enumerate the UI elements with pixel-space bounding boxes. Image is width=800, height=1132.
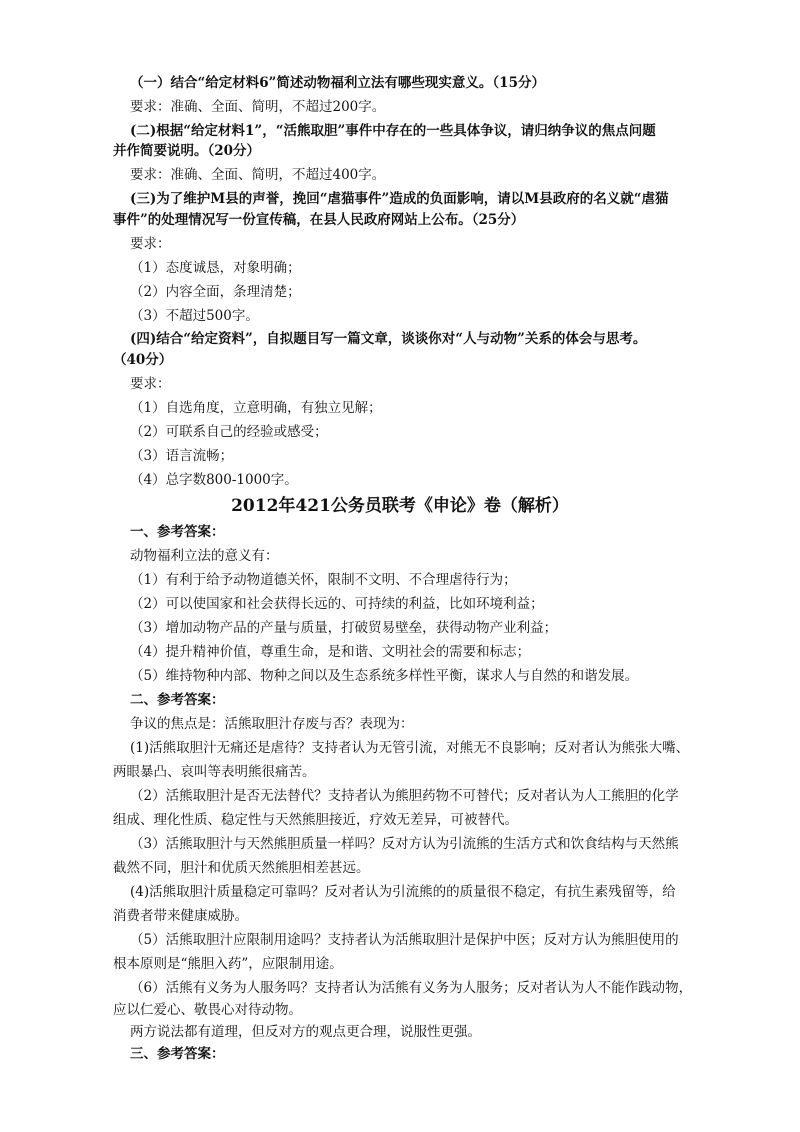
question-2-title-line-2: 并作简要说明。（20分） (113, 143, 261, 159)
question-1-requirement: 要求：准确、全面、简明，不超过200字。 (130, 99, 386, 115)
section-2-heading: 二、参考答案： (130, 692, 225, 708)
section-2-point-4-cont: 消费者带来健康威胁。 (113, 908, 248, 924)
section-1-heading: 一、参考答案： (130, 524, 225, 540)
section-2-point-1: (1)活熊取胆汁无痛还是虐待？支持者认为无管引流，对熊无不良影响；反对者认为熊张大嘴、 (130, 740, 690, 756)
section-1-intro: 动物福利立法的意义有： (130, 548, 279, 564)
section-2-point-3: （3）活熊取胆汁与天然熊胆质量一样吗？反对方认为引流熊的生活方式和饮食结构与天然熊 (130, 836, 679, 852)
section-2-conclusion: 两方说法都有道理，但反对方的观点更合理，说服性更强。 (130, 1024, 481, 1040)
section-1-item: （2）可以使国家和社会获得长远的、可持续的利益，比如环境利益； (130, 596, 544, 612)
question-3-title-line-2: 事件”的处理情况写一份宣传稿，在县人民政府网站上公布。（25分） (113, 212, 525, 228)
question-4-requirement: 要求： (130, 376, 171, 392)
section-2-point-5: （5）活熊取胆汁应限制用途吗？支持者认为活熊取胆汁是保护中医；反对方认为熊胆使用的 (130, 932, 679, 948)
question-3-requirement: 要求： (130, 236, 171, 252)
question-2-requirement: 要求：准确、全面、简明，不超过400字。 (130, 167, 386, 183)
section-1-item: （1）有利于给予动物道德关怀，限制不文明、不合理虐待行为； (130, 572, 517, 588)
question-1-title: （一）结合“给定材料6”简述动物福利立法有哪些现实意义。（15分） (130, 75, 545, 91)
question-3-title-line-1: (三)为了维护M县的声誉，挽回“虐猫事件”造成的负面影响，请以M县政府的名义就“虐猫 (130, 191, 669, 207)
question-4-item: （4）总字数800-1000字。 (130, 472, 298, 488)
section-1-item: （5）维持物种内部、物种之间以及生态系统多样性平衡，谋求人与自然的和谐发展。 (130, 668, 639, 684)
question-3-item: （1）态度诚恳，对象明确； (130, 260, 301, 276)
section-2-point-1-cont: 两眼暴凸、哀叫等表明熊很痛苦。 (113, 764, 316, 780)
question-3-item: （3）不超过500字。 (130, 308, 259, 324)
question-4-title-line-2: （40分） (113, 352, 173, 368)
section-2-point-2: （2）活熊取胆汁是否无法替代？支持者认为熊胆药物不可替代；反对者认为人工熊胆的化学 (130, 788, 679, 804)
question-4-item: （3）语言流畅； (130, 448, 234, 464)
section-3-heading: 三、参考答案： (130, 1046, 225, 1062)
section-2-point-2-cont: 组成、理化性质、稳定性与天然熊胆接近，疗效无差异，可被替代。 (113, 812, 518, 828)
question-2-title-line-1: (二)根据“给定材料1”，“活熊取胆”事件中存在的一些具体争议，请归纳争议的焦点问题 (130, 123, 656, 139)
section-2-point-5-cont: 根本原则是“熊胆入药”，应限制用途。 (113, 956, 343, 972)
section-2-point-6-cont: 应以仁爱心、敬畏心对待动物。 (113, 1002, 302, 1018)
section-2-point-3-cont: 截然不同，胆汁和优质天然熊胆相差甚远。 (113, 860, 370, 876)
analysis-title: 2012年421公务员联考《申论》卷（解析） (231, 496, 569, 516)
question-3-item: （2）内容全面，条理清楚； (130, 284, 301, 300)
question-4-item: （1）自选角度，立意明确，有独立见解； (130, 400, 382, 416)
section-1-item: （4）提升精神价值，尊重生命，是和谐、文明社会的需要和标志； (130, 644, 531, 660)
section-2-point-6: （6）活熊有义务为人服务吗？支持者认为活熊有义务为人服务；反对者认为人不能作践动物， (130, 980, 693, 996)
question-4-title-line-1: (四)结合“给定资料”，自拟题目写一篇文章，谈谈你对“人与动物”关系的体会与思考。 (130, 331, 647, 347)
section-2-point-4: (4)活熊取胆汁质量稳定可靠吗？反对者认为引流熊的的质量很不稳定，有抗生素残留等，给 (130, 884, 676, 900)
section-1-item: （3）增加动物产品的产量与质量，打破贸易壁垒，获得动物产业利益； (130, 620, 558, 636)
question-4-item: （2）可联系自己的经验或感受； (130, 424, 328, 440)
section-2-intro: 争议的焦点是：活熊取胆汁存废与否？表现为： (130, 716, 414, 732)
